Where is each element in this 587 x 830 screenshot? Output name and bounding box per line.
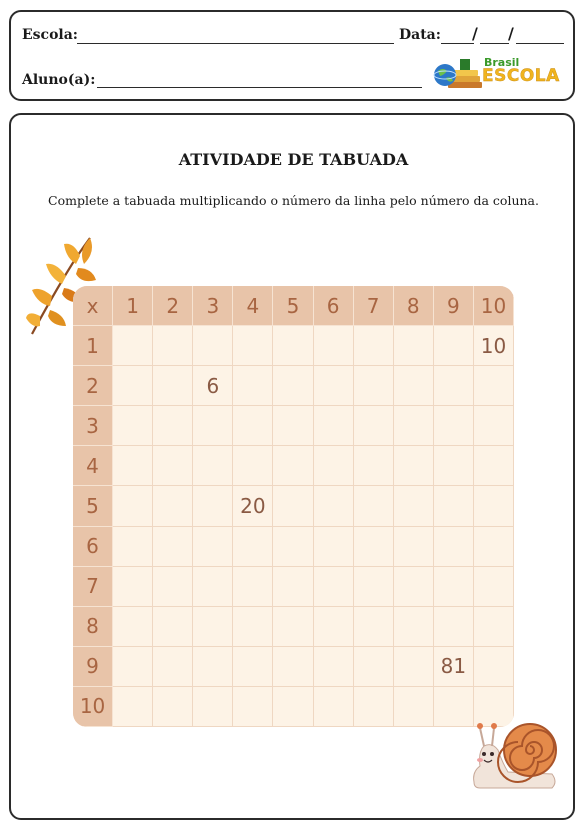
answer-cell[interactable] — [233, 406, 273, 446]
answer-cell[interactable] — [113, 527, 153, 567]
student-field[interactable] — [97, 87, 422, 88]
answer-cell[interactable] — [474, 446, 514, 486]
answer-cell[interactable] — [153, 687, 193, 727]
row-header: 9 — [73, 647, 113, 687]
answer-cell[interactable] — [474, 567, 514, 607]
column-header: 8 — [394, 286, 434, 326]
answer-cell[interactable] — [153, 527, 193, 567]
answer-cell[interactable] — [434, 446, 474, 486]
answer-cell[interactable] — [394, 486, 434, 526]
row-header: 2 — [73, 366, 113, 406]
answer-cell[interactable] — [354, 486, 394, 526]
answer-cell[interactable] — [434, 326, 474, 366]
answer-cell[interactable] — [113, 647, 153, 687]
answer-cell[interactable] — [474, 486, 514, 526]
answer-cell[interactable] — [394, 687, 434, 727]
logo-escola-text: ESCOLA — [482, 66, 560, 86]
column-header: 3 — [193, 286, 233, 326]
row-header: 4 — [73, 446, 113, 486]
answer-cell[interactable] — [233, 446, 273, 486]
answer-cell[interactable] — [314, 567, 354, 607]
answer-cell[interactable] — [314, 486, 354, 526]
answer-cell[interactable] — [193, 326, 233, 366]
date-month-field[interactable] — [480, 43, 509, 44]
answer-cell[interactable] — [474, 366, 514, 406]
answer-cell[interactable] — [434, 567, 474, 607]
answer-cell[interactable] — [394, 366, 434, 406]
row-header: 6 — [73, 527, 113, 567]
answer-cell[interactable] — [273, 366, 313, 406]
column-header: 6 — [314, 286, 354, 326]
answer-cell[interactable] — [474, 527, 514, 567]
answer-cell[interactable] — [354, 607, 394, 647]
answer-cell[interactable] — [193, 567, 233, 607]
answer-cell[interactable] — [354, 406, 394, 446]
filled-answer-cell: 10 — [474, 326, 514, 366]
answer-cell[interactable] — [193, 607, 233, 647]
answer-cell[interactable] — [113, 607, 153, 647]
date-day-field[interactable] — [441, 43, 474, 44]
answer-cell[interactable] — [474, 647, 514, 687]
answer-cell[interactable] — [113, 687, 153, 727]
answer-cell[interactable] — [273, 647, 313, 687]
answer-cell[interactable] — [474, 406, 514, 446]
answer-cell[interactable] — [394, 527, 434, 567]
answer-cell[interactable] — [354, 446, 394, 486]
answer-cell[interactable] — [273, 567, 313, 607]
column-header: 2 — [153, 286, 193, 326]
answer-cell[interactable] — [153, 446, 193, 486]
answer-cell[interactable] — [354, 647, 394, 687]
answer-cell[interactable] — [153, 326, 193, 366]
answer-cell[interactable] — [193, 527, 233, 567]
answer-cell[interactable] — [153, 607, 193, 647]
answer-cell[interactable] — [394, 647, 434, 687]
answer-cell[interactable] — [193, 687, 233, 727]
answer-cell[interactable] — [314, 366, 354, 406]
school-label: Escola: — [22, 27, 78, 43]
answer-cell[interactable] — [273, 446, 313, 486]
row-header: 3 — [73, 406, 113, 446]
answer-cell[interactable] — [354, 527, 394, 567]
answer-cell[interactable] — [273, 607, 313, 647]
answer-cell[interactable] — [394, 607, 434, 647]
answer-cell[interactable] — [434, 406, 474, 446]
answer-cell[interactable] — [394, 326, 434, 366]
answer-cell[interactable] — [233, 567, 273, 607]
answer-cell[interactable] — [233, 326, 273, 366]
student-label: Aluno(a): — [22, 72, 96, 88]
answer-cell[interactable] — [394, 446, 434, 486]
answer-cell[interactable] — [394, 567, 434, 607]
answer-cell[interactable] — [193, 406, 233, 446]
answer-cell[interactable] — [273, 326, 313, 366]
answer-cell[interactable] — [113, 326, 153, 366]
answer-cell[interactable] — [113, 406, 153, 446]
row-header: 8 — [73, 607, 113, 647]
answer-cell[interactable] — [434, 486, 474, 526]
answer-cell[interactable] — [434, 527, 474, 567]
globe-books-icon — [432, 56, 484, 94]
answer-cell[interactable] — [273, 406, 313, 446]
answer-cell[interactable] — [273, 486, 313, 526]
answer-cell[interactable] — [314, 687, 354, 727]
date-year-field[interactable] — [516, 43, 564, 44]
answer-cell[interactable] — [193, 446, 233, 486]
date-separator: / — [472, 24, 478, 43]
answer-cell[interactable] — [434, 366, 474, 406]
brasil-escola-logo — [432, 56, 567, 94]
answer-cell[interactable] — [474, 607, 514, 647]
date-label: Data: — [399, 27, 441, 43]
answer-cell[interactable] — [314, 527, 354, 567]
answer-cell[interactable] — [314, 326, 354, 366]
answer-cell[interactable] — [394, 406, 434, 446]
answer-cell[interactable] — [314, 647, 354, 687]
date-separator: / — [508, 24, 514, 43]
answer-cell[interactable] — [233, 687, 273, 727]
logo-brasil-text: Brasil — [484, 56, 520, 69]
filled-answer-cell: 20 — [233, 486, 273, 526]
column-header: 1 — [113, 286, 153, 326]
worksheet-instruction: Complete a tabuada multiplicando o número da linha pelo número da coluna. — [48, 193, 539, 208]
answer-cell[interactable] — [314, 446, 354, 486]
answer-cell[interactable] — [314, 406, 354, 446]
answer-cell[interactable] — [153, 647, 193, 687]
answer-cell[interactable] — [193, 647, 233, 687]
answer-cell[interactable] — [233, 647, 273, 687]
row-header: 10 — [73, 687, 113, 727]
answer-cell[interactable] — [113, 567, 153, 607]
row-header: 5 — [73, 486, 113, 526]
answer-cell[interactable] — [113, 486, 153, 526]
answer-cell[interactable] — [273, 687, 313, 727]
answer-cell[interactable] — [434, 607, 474, 647]
filled-answer-cell: 6 — [193, 366, 233, 406]
answer-cell[interactable] — [354, 687, 394, 727]
answer-cell[interactable] — [153, 366, 193, 406]
table-corner-symbol: x — [73, 286, 113, 326]
answer-cell[interactable] — [354, 366, 394, 406]
column-header: 7 — [354, 286, 394, 326]
answer-cell[interactable] — [314, 607, 354, 647]
answer-cell[interactable] — [153, 567, 193, 607]
multiplication-table — [73, 286, 514, 727]
column-header: 5 — [273, 286, 313, 326]
answer-cell[interactable] — [153, 486, 193, 526]
answer-cell[interactable] — [273, 527, 313, 567]
school-field[interactable] — [77, 43, 394, 44]
answer-cell[interactable] — [233, 607, 273, 647]
answer-cell[interactable] — [233, 366, 273, 406]
column-header: 9 — [434, 286, 474, 326]
column-header: 10 — [474, 286, 514, 326]
answer-cell[interactable] — [113, 446, 153, 486]
answer-cell[interactable] — [193, 486, 233, 526]
filled-answer-cell: 81 — [434, 647, 474, 687]
answer-cell[interactable] — [233, 527, 273, 567]
answer-cell[interactable] — [354, 567, 394, 607]
row-header: 1 — [73, 326, 113, 366]
answer-cell[interactable] — [153, 406, 193, 446]
answer-cell[interactable] — [354, 326, 394, 366]
answer-cell[interactable] — [113, 366, 153, 406]
snail-icon — [468, 716, 560, 794]
worksheet-title: ATIVIDADE DE TABUADA — [178, 150, 409, 169]
column-header: 4 — [233, 286, 273, 326]
row-header: 7 — [73, 567, 113, 607]
